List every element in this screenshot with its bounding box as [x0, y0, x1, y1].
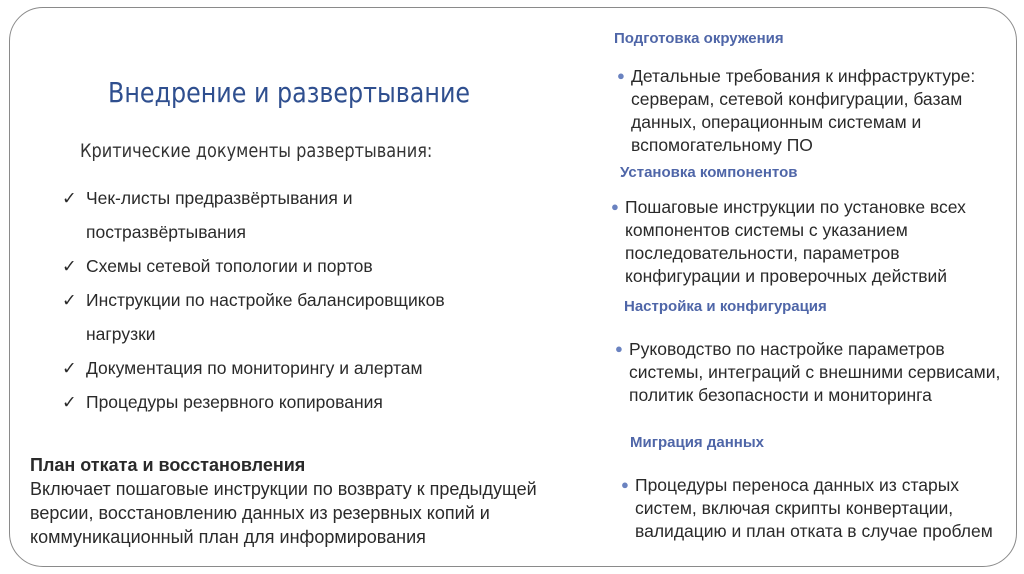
checklist [62, 181, 445, 419]
bullet-icon: ● [615, 341, 623, 356]
check-item: ✓ Процедуры резервного копирования [62, 385, 445, 419]
check-item-continued: нагрузки [86, 324, 156, 344]
section-heading: Миграция данных [630, 434, 764, 451]
section-heading: Подготовка окружения [614, 30, 784, 47]
check-item: ✓ Чек-листы предразвёртывания и [62, 181, 445, 215]
plan-text: Включает пошаговые инструкции по возврату к предыдущей версии, восстановлению данных из резервных копий и коммуникационный план для информирования [30, 479, 537, 547]
section-heading: Установка компонентов [620, 164, 798, 181]
check-icon: ✓ [62, 290, 77, 310]
subtitle: Критические документы развертывания: [80, 140, 433, 162]
section-bullet: ● Детальные требования к инфраструктуре: серверам, сетевой конфигурации, базам данных, операционным системам и вспомогательному ПО [617, 66, 976, 155]
slide-title: Внедрение и развертывание [108, 76, 471, 109]
check-icon: ✓ [62, 188, 77, 208]
section-bullet: ● Руководство по настройке параметров системы, интеграций с внешними сервисами, политик безопасности и мониторинга [615, 339, 1001, 405]
rollback-plan [30, 453, 590, 549]
check-icon: ✓ [62, 392, 77, 412]
check-icon: ✓ [62, 358, 77, 378]
bullet-icon: ● [617, 68, 625, 83]
check-item: ✓ Инструкции по настройке балансировщиков [62, 283, 445, 317]
plan-heading: План отката и восстановления [30, 455, 306, 475]
bullet-icon: ● [621, 477, 629, 492]
check-item: ✓ Документация по мониторингу и алертам [62, 351, 445, 385]
check-item: ✓ Схемы сетевой топологии и портов [62, 249, 445, 283]
section-bullet: ● Процедуры переноса данных из старых систем, включая скрипты конвертации, валидацию и план отката в случае проблем [621, 475, 993, 541]
check-icon: ✓ [62, 256, 77, 276]
section-bullet: ● Пошаговые инструкции по установке всех компонентов системы с указанием последовательности, параметров конфигурации и проверочных действий [611, 197, 966, 286]
section-heading: Настройка и конфигурация [624, 298, 827, 315]
check-item-continued: постразвёртывания [86, 222, 246, 242]
bullet-icon: ● [611, 199, 619, 214]
